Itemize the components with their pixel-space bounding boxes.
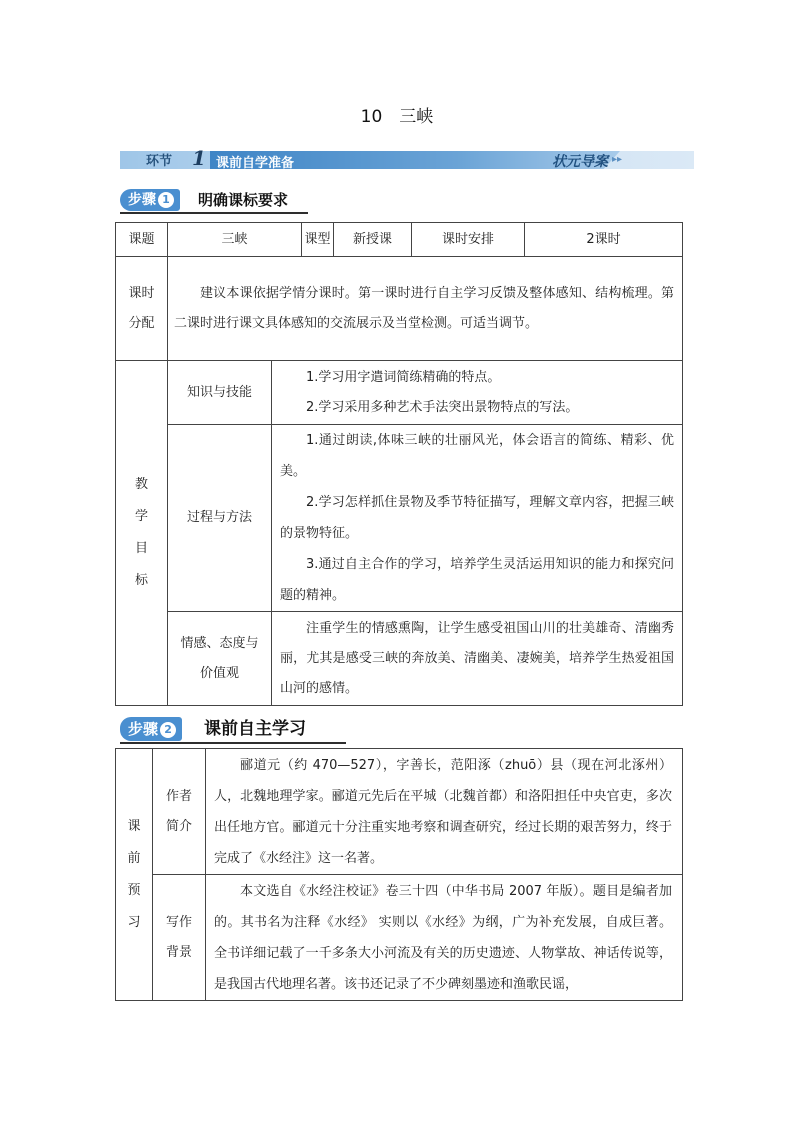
banner-brand: 状元导案 (552, 154, 608, 170)
step1-title: 明确课标要求 (198, 191, 289, 209)
allocation-label-2: 分配 (128, 315, 155, 331)
goals-char: 目 (134, 541, 148, 556)
play-arrows-icon: ▸▸ (611, 154, 622, 165)
table-row (116, 875, 683, 1001)
curriculum-table (115, 222, 683, 706)
emotion-label-1: 情感、态度与 (180, 635, 259, 651)
goals-char: 学 (134, 509, 148, 524)
author-label-1: 作者 (165, 788, 192, 804)
goal-content-knowledge (272, 361, 683, 425)
author-intro-label (153, 749, 206, 875)
teaching-goals-label (116, 361, 168, 706)
table-row (116, 425, 683, 612)
goal-content-process (272, 425, 683, 612)
schedule-value: 2课时 (525, 223, 683, 257)
lesson-allocation-label (116, 257, 168, 361)
emotion-label-2: 价值观 (199, 665, 239, 681)
goal-category-process: 过程与方法 (168, 425, 272, 612)
table-row (116, 749, 683, 875)
goal-item: 2.学习采用多种艺术手法突出景物特点的写法。 (306, 399, 579, 415)
step1-tag-text: 步骤 (128, 192, 156, 208)
preview-char: 课 (127, 818, 141, 834)
goal-item: 1.通过朗读,体味三峡的壮丽风光，体会语言的简练、精彩、优美。 (280, 433, 675, 479)
course-title-value: 三峡 (168, 223, 302, 257)
step2-underline (120, 742, 346, 744)
preview-char: 习 (127, 914, 141, 930)
goals-char: 教 (134, 477, 148, 492)
section-banner (120, 146, 694, 171)
step2-title: 课前自主学习 (204, 719, 306, 739)
goal-item: 3.通过自主合作的学习，培养学生灵活运用知识的能力和探究问题的精神。 (280, 557, 675, 603)
author-intro-text (206, 749, 683, 875)
step1-underline (120, 212, 308, 214)
allocation-label-1: 课时 (128, 285, 155, 301)
lesson-type-label (302, 223, 334, 257)
table-row (116, 361, 683, 425)
step2-tag-text: 步骤 (128, 720, 159, 738)
preview-char: 前 (127, 850, 141, 866)
table-row (116, 612, 683, 706)
background-label-2: 背景 (165, 944, 192, 960)
step2-tag (120, 717, 182, 741)
preview-table (115, 748, 683, 1001)
table-row (116, 223, 683, 257)
lesson-type-value: 新授课 (334, 223, 412, 257)
goal-item: 1.学习用字遣词简练精确的特点。 (306, 369, 501, 385)
preview-char: 预 (127, 882, 141, 898)
goal-content-emotion (272, 612, 683, 706)
lesson-allocation-text (168, 257, 683, 361)
goal-item: 2.学习怎样抓住景物及季节特征描写，理解文章内容，把握三峡的景物特征。 (280, 495, 675, 541)
table-row (116, 257, 683, 361)
background-label (153, 875, 206, 1001)
goal-category-knowledge: 知识与技能 (168, 361, 272, 425)
allocation-paragraph: 建议本课依据学情分课时。第一课时进行自主学习反馈及整体感知、结构梳理。第二课时进行课文具体感知的交流展示及当堂检测。可适当调节。 (174, 285, 675, 331)
author-label-2: 简介 (165, 818, 192, 834)
background-label-1: 写作 (165, 914, 192, 930)
step1-heading (120, 189, 310, 211)
step1-number: 1 (158, 192, 174, 208)
banner-env-number: 1 (192, 146, 206, 170)
goal-item: 注重学生的情感熏陶，让学生感受祖国山川的壮美雄奇、清幽秀丽，尤其是感受三峡的奔放美、清幽美、凄婉美，培养学生热爱祖国山河的感情。 (280, 620, 675, 696)
banner-env-label: 环节 (146, 154, 173, 169)
step2-heading (120, 717, 350, 739)
course-title-label: 课题 (116, 223, 168, 257)
step1-tag (120, 189, 180, 211)
goals-char: 标 (134, 573, 148, 588)
lesson-type-label-text: 课型 (304, 231, 331, 247)
author-paragraph: 郦道元（约 470—527），字善长，范阳涿（zhuō）县（现在河北涿州）人，北魏地理学家。郦道元先后在平城（北魏首都）和洛阳担任中央官吏，多次出任地方官。郦道元十分注重实地考察和调查研究，经过长期的艰苦努力，终于完成了《水经注》这一名著。 (214, 757, 672, 866)
goal-category-emotion (168, 612, 272, 706)
background-paragraph: 本文选自《水经注校证》卷三十四（中华书局 2007 年版）。题目是编者加的。其书名为注释《水经》 实则以《水经》为纲，广为补充发展，自成巨著。全书详细记载了一千多条大小河流及有关的历史遗迹、人物掌故、神话传说等，是我国古代地理名著。该书还记录了不少碑刻墨迹和渔歌民谣， (214, 883, 672, 992)
step2-number: 2 (160, 722, 176, 738)
schedule-label: 课时安排 (412, 223, 525, 257)
preview-side-label (116, 749, 153, 1001)
background-text (206, 875, 683, 1001)
page-title: 10 三峡 (360, 107, 434, 127)
banner-label: 课前自学准备 (216, 156, 295, 171)
